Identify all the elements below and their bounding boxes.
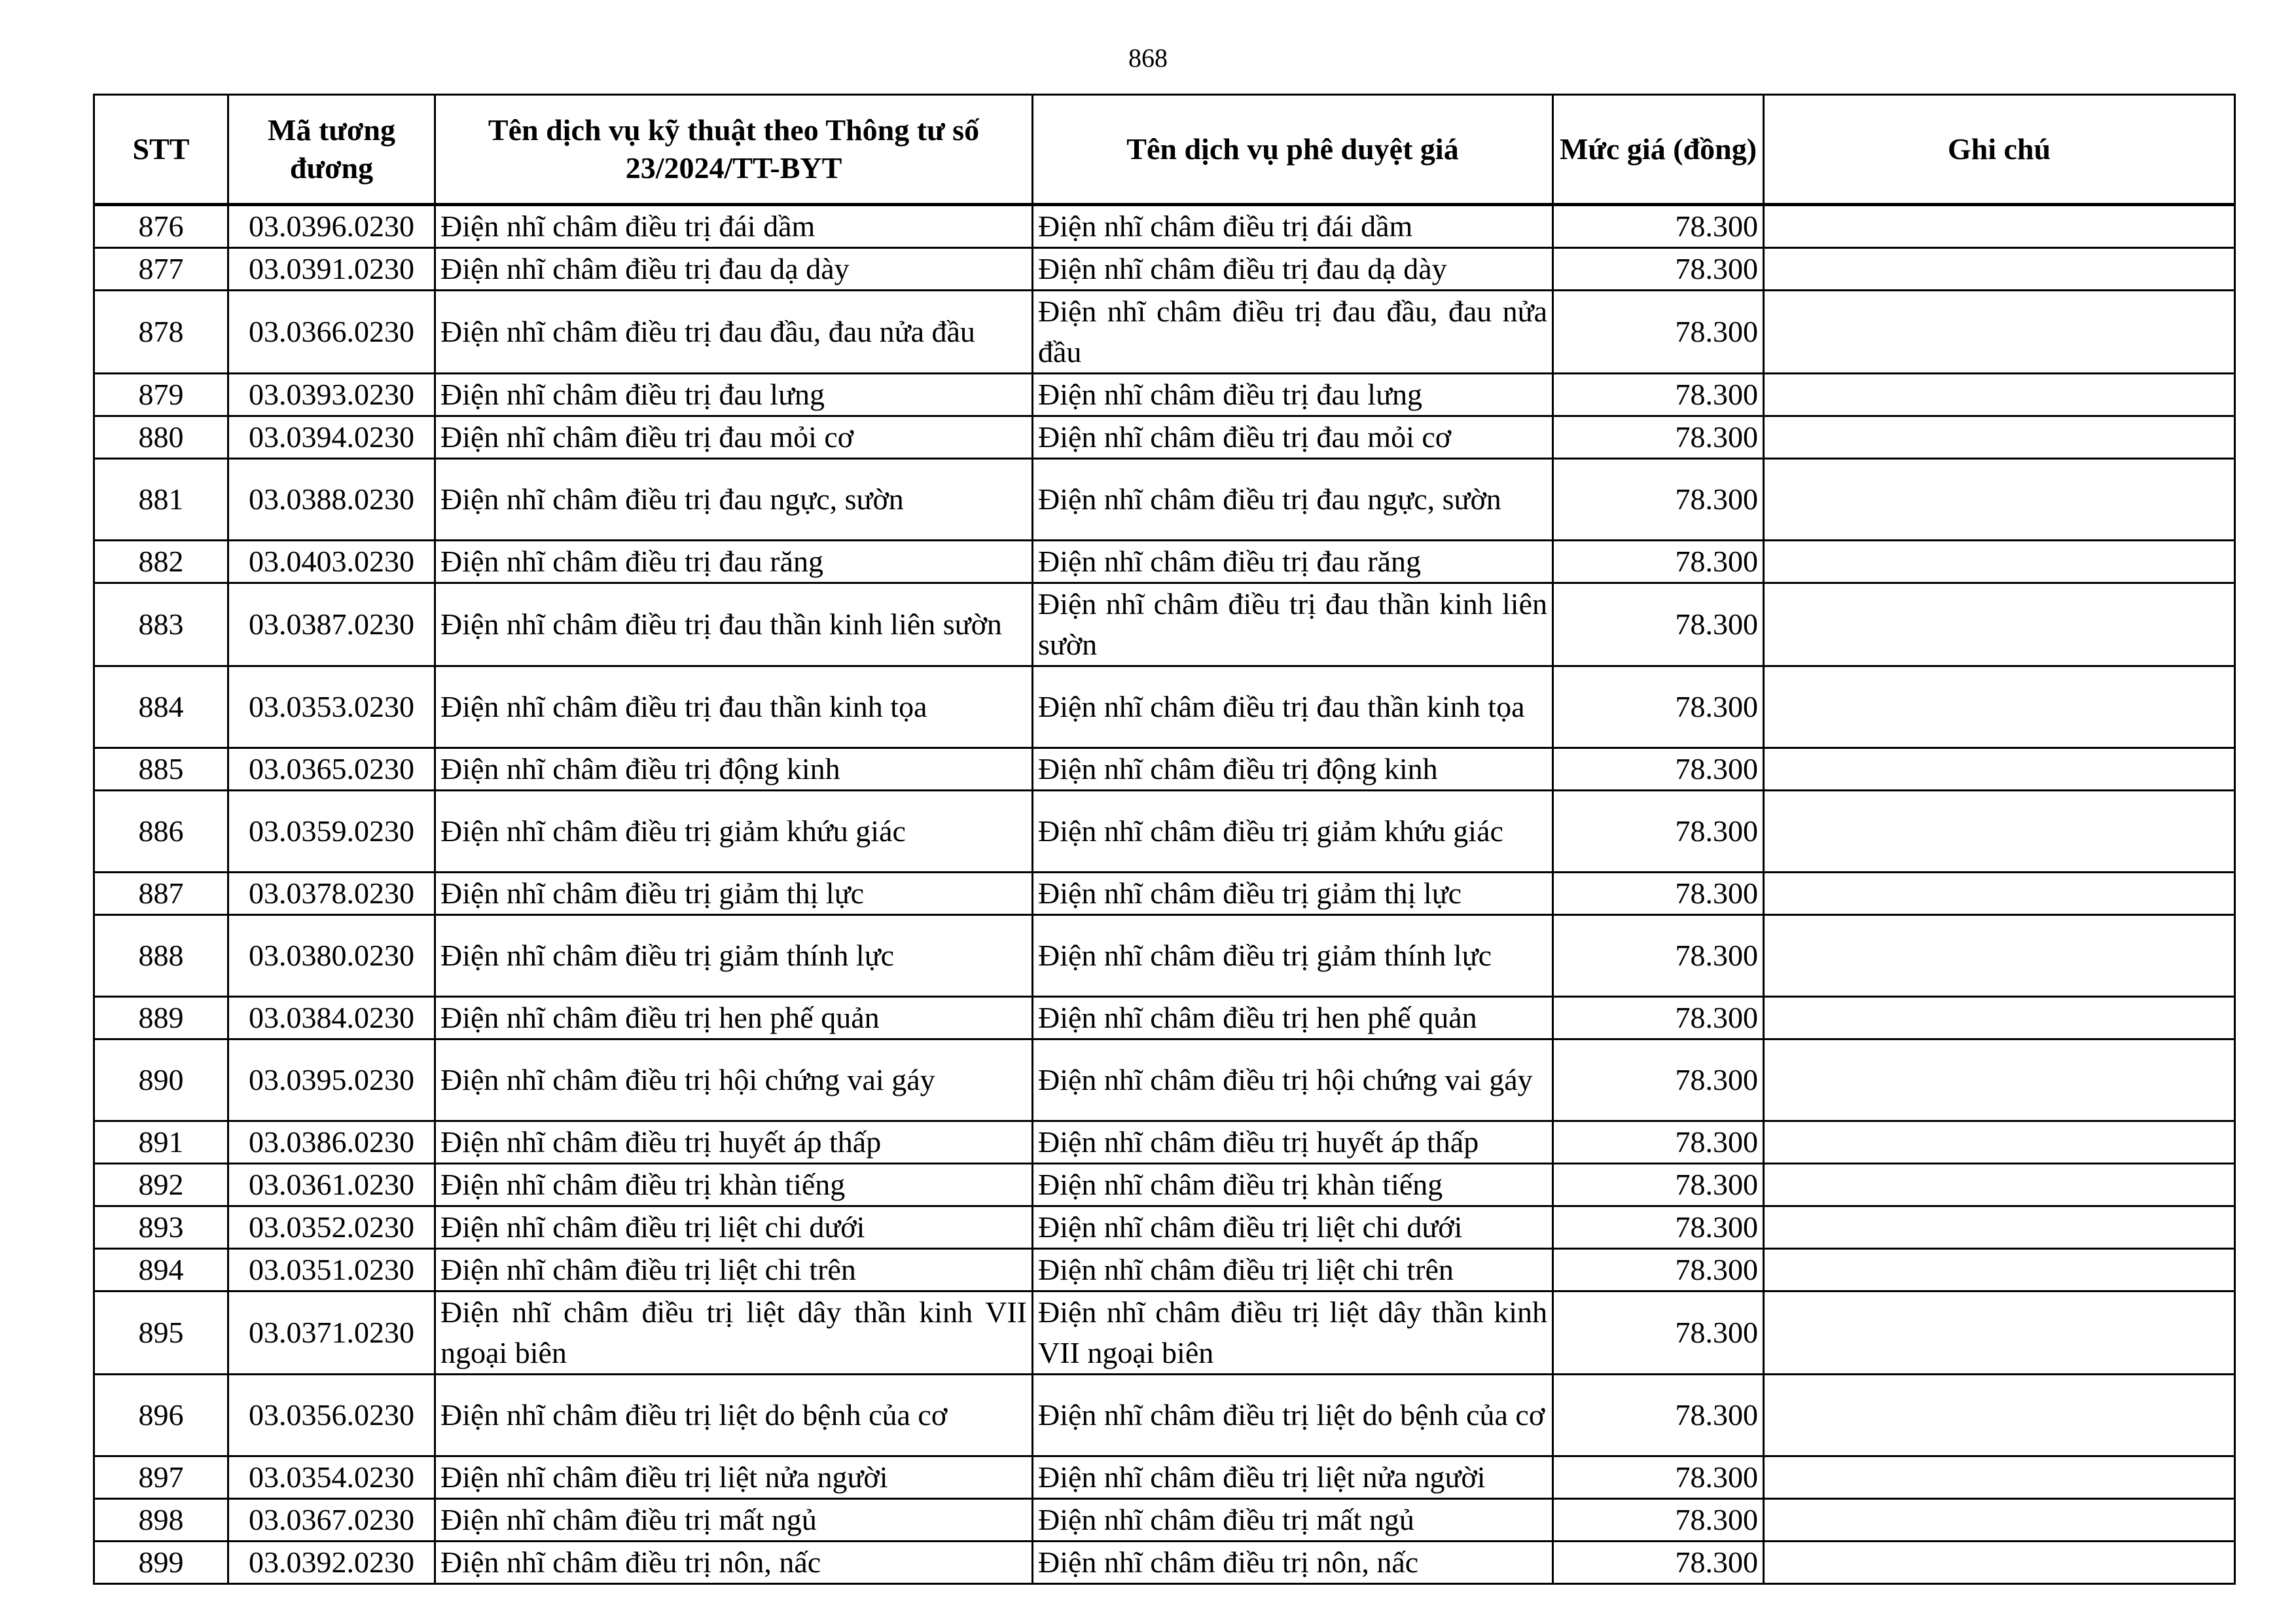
cell-code: 03.0387.0230 bbox=[228, 583, 435, 666]
cell-service-name: Điện nhĩ châm điều trị hen phế quản bbox=[435, 997, 1033, 1039]
table-row bbox=[94, 1121, 2235, 1164]
cell-stt: 890 bbox=[94, 1039, 228, 1121]
cell-code: 03.0354.0230 bbox=[228, 1456, 435, 1499]
cell-price: 78.300 bbox=[1553, 1499, 1764, 1542]
table-row bbox=[94, 1375, 2235, 1456]
cell-service-name: Điện nhĩ châm điều trị liệt chi trên bbox=[435, 1249, 1033, 1291]
header-code: Mã tương đương bbox=[228, 95, 435, 205]
cell-code: 03.0388.0230 bbox=[228, 459, 435, 541]
cell-code: 03.0365.0230 bbox=[228, 748, 435, 791]
cell-price: 78.300 bbox=[1553, 583, 1764, 666]
cell-stt: 884 bbox=[94, 666, 228, 748]
cell-approved-name: Điện nhĩ châm điều trị liệt dây thần kinh VII ngoại biên bbox=[1033, 1291, 1553, 1375]
cell-service-name: Điện nhĩ châm điều trị giảm thị lực bbox=[435, 873, 1033, 915]
cell-service-name: Điện nhĩ châm điều trị huyết áp thấp bbox=[435, 1121, 1033, 1164]
cell-stt: 876 bbox=[94, 205, 228, 248]
cell-code: 03.0356.0230 bbox=[228, 1375, 435, 1456]
table-row bbox=[94, 1206, 2235, 1249]
cell-note bbox=[1764, 1121, 2235, 1164]
cell-price: 78.300 bbox=[1553, 748, 1764, 791]
cell-approved-name: Điện nhĩ châm điều trị đau thần kinh liên sườn bbox=[1033, 583, 1553, 666]
cell-service-name: Điện nhĩ châm điều trị giảm thính lực bbox=[435, 915, 1033, 997]
cell-note bbox=[1764, 416, 2235, 459]
cell-stt: 885 bbox=[94, 748, 228, 791]
table-row bbox=[94, 915, 2235, 997]
cell-service-name: Điện nhĩ châm điều trị đau thần kinh tọa bbox=[435, 666, 1033, 748]
cell-service-name: Điện nhĩ châm điều trị liệt chi dưới bbox=[435, 1206, 1033, 1249]
cell-stt: 896 bbox=[94, 1375, 228, 1456]
table-row bbox=[94, 1164, 2235, 1206]
cell-price: 78.300 bbox=[1553, 459, 1764, 541]
cell-stt: 892 bbox=[94, 1164, 228, 1206]
cell-stt: 891 bbox=[94, 1121, 228, 1164]
cell-code: 03.0391.0230 bbox=[228, 248, 435, 291]
cell-service-name: Điện nhĩ châm điều trị động kinh bbox=[435, 748, 1033, 791]
cell-stt: 882 bbox=[94, 541, 228, 583]
cell-approved-name: Điện nhĩ châm điều trị liệt chi trên bbox=[1033, 1249, 1553, 1291]
cell-approved-name: Điện nhĩ châm điều trị đau thần kinh tọa bbox=[1033, 666, 1553, 748]
cell-note bbox=[1764, 791, 2235, 873]
cell-code: 03.0393.0230 bbox=[228, 374, 435, 416]
cell-service-name: Điện nhĩ châm điều trị hội chứng vai gáy bbox=[435, 1039, 1033, 1121]
cell-stt: 895 bbox=[94, 1291, 228, 1375]
cell-stt: 886 bbox=[94, 791, 228, 873]
cell-approved-name: Điện nhĩ châm điều trị liệt do bệnh của cơ bbox=[1033, 1375, 1553, 1456]
table-row bbox=[94, 291, 2235, 374]
cell-note bbox=[1764, 1456, 2235, 1499]
cell-service-name: Điện nhĩ châm điều trị đau răng bbox=[435, 541, 1033, 583]
cell-stt: 893 bbox=[94, 1206, 228, 1249]
cell-note bbox=[1764, 1542, 2235, 1584]
cell-service-name: Điện nhĩ châm điều trị mất ngủ bbox=[435, 1499, 1033, 1542]
cell-approved-name: Điện nhĩ châm điều trị hội chứng vai gáy bbox=[1033, 1039, 1553, 1121]
cell-code: 03.0395.0230 bbox=[228, 1039, 435, 1121]
cell-code: 03.0386.0230 bbox=[228, 1121, 435, 1164]
cell-note bbox=[1764, 541, 2235, 583]
cell-stt: 877 bbox=[94, 248, 228, 291]
cell-note bbox=[1764, 1039, 2235, 1121]
table-row bbox=[94, 205, 2235, 248]
table-row bbox=[94, 583, 2235, 666]
cell-price: 78.300 bbox=[1553, 291, 1764, 374]
cell-note bbox=[1764, 1249, 2235, 1291]
cell-note bbox=[1764, 748, 2235, 791]
cell-approved-name: Điện nhĩ châm điều trị đau mỏi cơ bbox=[1033, 416, 1553, 459]
cell-service-name: Điện nhĩ châm điều trị đau lưng bbox=[435, 374, 1033, 416]
cell-service-name: Điện nhĩ châm điều trị đau đầu, đau nửa đầu bbox=[435, 291, 1033, 374]
cell-price: 78.300 bbox=[1553, 374, 1764, 416]
cell-price: 78.300 bbox=[1553, 1164, 1764, 1206]
cell-approved-name: Điện nhĩ châm điều trị hen phế quản bbox=[1033, 997, 1553, 1039]
cell-price: 78.300 bbox=[1553, 1039, 1764, 1121]
cell-approved-name: Điện nhĩ châm điều trị khàn tiếng bbox=[1033, 1164, 1553, 1206]
page-number: 868 bbox=[1128, 43, 1168, 73]
table-row bbox=[94, 1456, 2235, 1499]
table-row bbox=[94, 1249, 2235, 1291]
cell-stt: 894 bbox=[94, 1249, 228, 1291]
table-row bbox=[94, 1542, 2235, 1584]
cell-note bbox=[1764, 997, 2235, 1039]
cell-note bbox=[1764, 1499, 2235, 1542]
price-table bbox=[93, 94, 2236, 1585]
cell-price: 78.300 bbox=[1553, 1456, 1764, 1499]
cell-approved-name: Điện nhĩ châm điều trị đau răng bbox=[1033, 541, 1553, 583]
table-row bbox=[94, 374, 2235, 416]
cell-service-name: Điện nhĩ châm điều trị liệt dây thần kinh VII ngoại biên bbox=[435, 1291, 1033, 1375]
cell-stt: 898 bbox=[94, 1499, 228, 1542]
table-row bbox=[94, 248, 2235, 291]
cell-note bbox=[1764, 1206, 2235, 1249]
cell-code: 03.0403.0230 bbox=[228, 541, 435, 583]
cell-note bbox=[1764, 583, 2235, 666]
cell-note bbox=[1764, 205, 2235, 248]
table-row bbox=[94, 1039, 2235, 1121]
cell-stt: 883 bbox=[94, 583, 228, 666]
cell-price: 78.300 bbox=[1553, 205, 1764, 248]
cell-code: 03.0351.0230 bbox=[228, 1249, 435, 1291]
cell-note bbox=[1764, 1291, 2235, 1375]
cell-code: 03.0384.0230 bbox=[228, 997, 435, 1039]
header-approved-name: Tên dịch vụ phê duyệt giá bbox=[1033, 95, 1553, 205]
cell-approved-name: Điện nhĩ châm điều trị liệt chi dưới bbox=[1033, 1206, 1553, 1249]
header-service-name: Tên dịch vụ kỹ thuật theo Thông tư số 23/2024/TT-BYT bbox=[435, 95, 1033, 205]
table-body bbox=[94, 205, 2235, 1584]
cell-code: 03.0392.0230 bbox=[228, 1542, 435, 1584]
cell-stt: 889 bbox=[94, 997, 228, 1039]
cell-approved-name: Điện nhĩ châm điều trị đái dầm bbox=[1033, 205, 1553, 248]
cell-service-name: Điện nhĩ châm điều trị đau ngực, sườn bbox=[435, 459, 1033, 541]
cell-note bbox=[1764, 459, 2235, 541]
table-row bbox=[94, 873, 2235, 915]
cell-code: 03.0396.0230 bbox=[228, 205, 435, 248]
cell-service-name: Điện nhĩ châm điều trị đau thần kinh liên sườn bbox=[435, 583, 1033, 666]
cell-code: 03.0359.0230 bbox=[228, 791, 435, 873]
cell-service-name: Điện nhĩ châm điều trị nôn, nấc bbox=[435, 1542, 1033, 1584]
cell-price: 78.300 bbox=[1553, 416, 1764, 459]
cell-service-name: Điện nhĩ châm điều trị giảm khứu giác bbox=[435, 791, 1033, 873]
header-row bbox=[94, 95, 2235, 205]
header-price: Mức giá (đồng) bbox=[1553, 95, 1764, 205]
cell-stt: 899 bbox=[94, 1542, 228, 1584]
cell-price: 78.300 bbox=[1553, 1375, 1764, 1456]
cell-approved-name: Điện nhĩ châm điều trị đau lưng bbox=[1033, 374, 1553, 416]
cell-service-name: Điện nhĩ châm điều trị liệt nửa người bbox=[435, 1456, 1033, 1499]
cell-code: 03.0353.0230 bbox=[228, 666, 435, 748]
cell-price: 78.300 bbox=[1553, 1206, 1764, 1249]
header-note: Ghi chú bbox=[1764, 95, 2235, 205]
cell-price: 78.300 bbox=[1553, 1121, 1764, 1164]
cell-price: 78.300 bbox=[1553, 248, 1764, 291]
cell-service-name: Điện nhĩ châm điều trị liệt do bệnh của cơ bbox=[435, 1375, 1033, 1456]
cell-stt: 887 bbox=[94, 873, 228, 915]
table-header bbox=[94, 95, 2235, 205]
cell-stt: 879 bbox=[94, 374, 228, 416]
cell-approved-name: Điện nhĩ châm điều trị giảm thính lực bbox=[1033, 915, 1553, 997]
cell-note bbox=[1764, 666, 2235, 748]
cell-price: 78.300 bbox=[1553, 541, 1764, 583]
cell-note bbox=[1764, 248, 2235, 291]
cell-price: 78.300 bbox=[1553, 1291, 1764, 1375]
cell-service-name: Điện nhĩ châm điều trị đái dầm bbox=[435, 205, 1033, 248]
table-row bbox=[94, 666, 2235, 748]
cell-note bbox=[1764, 1164, 2235, 1206]
cell-approved-name: Điện nhĩ châm điều trị động kinh bbox=[1033, 748, 1553, 791]
cell-price: 78.300 bbox=[1553, 915, 1764, 997]
table-row bbox=[94, 997, 2235, 1039]
table-row bbox=[94, 1499, 2235, 1542]
cell-note bbox=[1764, 1375, 2235, 1456]
cell-note bbox=[1764, 873, 2235, 915]
header-stt: STT bbox=[94, 95, 228, 205]
cell-stt: 878 bbox=[94, 291, 228, 374]
cell-code: 03.0352.0230 bbox=[228, 1206, 435, 1249]
cell-service-name: Điện nhĩ châm điều trị khàn tiếng bbox=[435, 1164, 1033, 1206]
cell-code: 03.0371.0230 bbox=[228, 1291, 435, 1375]
cell-code: 03.0380.0230 bbox=[228, 915, 435, 997]
cell-code: 03.0378.0230 bbox=[228, 873, 435, 915]
cell-service-name: Điện nhĩ châm điều trị đau mỏi cơ bbox=[435, 416, 1033, 459]
cell-approved-name: Điện nhĩ châm điều trị liệt nửa người bbox=[1033, 1456, 1553, 1499]
cell-price: 78.300 bbox=[1553, 791, 1764, 873]
cell-approved-name: Điện nhĩ châm điều trị giảm khứu giác bbox=[1033, 791, 1553, 873]
table-row bbox=[94, 1291, 2235, 1375]
table-row bbox=[94, 791, 2235, 873]
cell-price: 78.300 bbox=[1553, 1249, 1764, 1291]
cell-approved-name: Điện nhĩ châm điều trị đau đầu, đau nửa đầu bbox=[1033, 291, 1553, 374]
cell-price: 78.300 bbox=[1553, 666, 1764, 748]
cell-note bbox=[1764, 374, 2235, 416]
cell-price: 78.300 bbox=[1553, 873, 1764, 915]
cell-approved-name: Điện nhĩ châm điều trị nôn, nấc bbox=[1033, 1542, 1553, 1584]
cell-approved-name: Điện nhĩ châm điều trị đau dạ dày bbox=[1033, 248, 1553, 291]
cell-note bbox=[1764, 291, 2235, 374]
table-row bbox=[94, 748, 2235, 791]
cell-note bbox=[1764, 915, 2235, 997]
table-row bbox=[94, 416, 2235, 459]
cell-price: 78.300 bbox=[1553, 1542, 1764, 1584]
cell-code: 03.0361.0230 bbox=[228, 1164, 435, 1206]
table-row bbox=[94, 459, 2235, 541]
cell-stt: 897 bbox=[94, 1456, 228, 1499]
cell-code: 03.0367.0230 bbox=[228, 1499, 435, 1542]
cell-service-name: Điện nhĩ châm điều trị đau dạ dày bbox=[435, 248, 1033, 291]
cell-approved-name: Điện nhĩ châm điều trị huyết áp thấp bbox=[1033, 1121, 1553, 1164]
cell-price: 78.300 bbox=[1553, 997, 1764, 1039]
cell-approved-name: Điện nhĩ châm điều trị mất ngủ bbox=[1033, 1499, 1553, 1542]
cell-approved-name: Điện nhĩ châm điều trị giảm thị lực bbox=[1033, 873, 1553, 915]
table-row bbox=[94, 541, 2235, 583]
cell-approved-name: Điện nhĩ châm điều trị đau ngực, sườn bbox=[1033, 459, 1553, 541]
cell-code: 03.0366.0230 bbox=[228, 291, 435, 374]
cell-stt: 880 bbox=[94, 416, 228, 459]
cell-stt: 888 bbox=[94, 915, 228, 997]
cell-stt: 881 bbox=[94, 459, 228, 541]
cell-code: 03.0394.0230 bbox=[228, 416, 435, 459]
